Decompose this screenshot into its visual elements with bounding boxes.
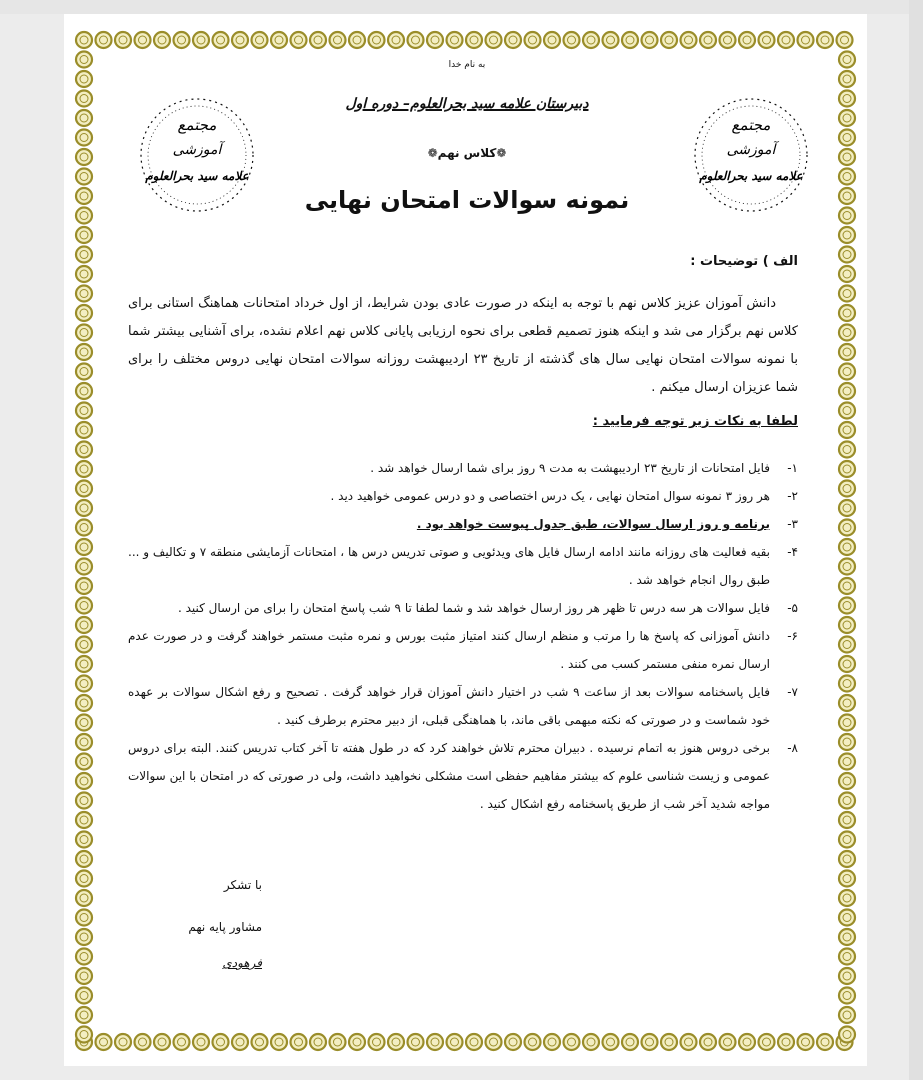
border-ring [839, 130, 855, 146]
border-ring [839, 286, 855, 302]
border-ring [115, 32, 131, 48]
list-item [128, 510, 798, 538]
border-ring [839, 539, 855, 555]
border-ring [839, 559, 855, 575]
border-ring [837, 32, 853, 48]
item-number: ۱- [787, 461, 798, 475]
border-ring [839, 773, 855, 789]
border-ring [174, 32, 190, 48]
border-ring [76, 559, 92, 575]
border-ring [76, 305, 92, 321]
item-text: برخی دروس هنوز به اتمام نرسیده . دبیران محترم تلاش خواهند کرد که در طول هفته تا آخر کتاب تدریس کنند. البته برای دروس عمومی و زیست شناسی علوم که بیشتر مفاهیم حفظی است مشکلی نخواهید داشت، ولی در صورتی که در امتحان با این سوالات مواجه شدید آخر شب از طریق پاسخنامه رفع اشکال کنید . [128, 741, 770, 811]
border-ring [96, 32, 112, 48]
border-ring [486, 32, 502, 48]
item-number: ۴- [787, 545, 798, 559]
border-ring [839, 832, 855, 848]
border-ring [447, 32, 463, 48]
list-item [128, 594, 798, 622]
border-ring [839, 754, 855, 770]
border-ring [76, 851, 92, 867]
border-ring [135, 32, 151, 48]
border-ring [349, 32, 365, 48]
border-ring [310, 32, 326, 48]
border-ring [76, 325, 92, 341]
item-number: ۵- [787, 601, 798, 615]
item-text: هر روز ۳ نمونه سوال امتحان نهایی ، یک درس اختصاصی و دو درس عمومی خواهید دید . [330, 489, 770, 503]
border-ring [839, 578, 855, 594]
border-ring [213, 32, 229, 48]
border-ring [76, 149, 92, 165]
item-text: فایل سوالات هر سه درس تا ظهر هر روز ارسال خواهد شد و شما لطفا تا ۹ شب پاسخ امتحان را برای من ارسال کنید . [177, 601, 770, 615]
border-ring [76, 520, 92, 536]
intro-paragraph: دانش آموزان عزیز کلاس نهم با توجه به اینکه در صورت عادی بودن شرایط، از اول خرداد امتحانات هماهنگ استانی برای کلاس نهم برگزار می شد و اینکه هنوز تصمیم قطعی برای نحوه ارزیابی پایانی کلاس نهم اعلام نشده، برای آشنایی بیشتر شما با نمونه سوالات امتحان نهایی سال های گذشته از تاریخ ۲۳ اردیبهشت روزانه سوالات امتحان نهایی دروس مختلف را برای شما عزیزان ارسال میکنم . [128, 296, 798, 395]
border-ring [76, 949, 92, 965]
seal-line-1: مجتمع [731, 116, 771, 134]
border-ring [76, 910, 92, 926]
border-ring [839, 910, 855, 926]
border-ring [76, 32, 92, 48]
signature-thanks: با تشکر [223, 878, 262, 892]
school-name: دبیرستان علامه سید بحرالعلوم– دوره اول [345, 96, 589, 112]
border-ring [76, 169, 92, 185]
border-ring [76, 130, 92, 146]
border-ring [839, 500, 855, 516]
border-ring [839, 91, 855, 107]
item-number: ۸- [787, 741, 798, 755]
border-ring [525, 32, 541, 48]
border-ring [76, 481, 92, 497]
document-content [122, 54, 812, 1044]
seal-line-3: علامه سید بحرالعلوم [145, 169, 249, 183]
border-ring [76, 188, 92, 204]
border-ring [76, 656, 92, 672]
list-item [128, 734, 798, 818]
border-ring [76, 71, 92, 87]
border-ring [427, 32, 443, 48]
border-ring [839, 676, 855, 692]
border-ring [154, 32, 170, 48]
border-ring [76, 442, 92, 458]
border-ring [76, 695, 92, 711]
border-ring [76, 422, 92, 438]
border-ring [839, 188, 855, 204]
border-ring [839, 227, 855, 243]
border-ring [839, 851, 855, 867]
list-item [128, 622, 798, 678]
border-ring [839, 968, 855, 984]
document-page [64, 14, 867, 1066]
border-ring [739, 32, 755, 48]
border-ring [76, 266, 92, 282]
basmala: به نام خدا [448, 60, 486, 70]
border-ring [839, 110, 855, 126]
border-ring [76, 988, 92, 1004]
border-ring [76, 890, 92, 906]
notes-heading: لطفا به نکات زیر توجه فرمایید : [592, 414, 798, 429]
border-ring [839, 949, 855, 965]
list-item [128, 538, 798, 594]
border-ring [271, 32, 287, 48]
border-ring [466, 32, 482, 48]
border-ring [839, 383, 855, 399]
border-ring [642, 32, 658, 48]
border-ring [76, 1007, 92, 1023]
border-ring [76, 832, 92, 848]
border-ring [839, 481, 855, 497]
border-ring [839, 890, 855, 906]
border-ring [839, 208, 855, 224]
border-ring [388, 32, 404, 48]
border-ring [564, 32, 580, 48]
border-ring [778, 32, 794, 48]
border-ring [817, 32, 833, 48]
border-ring [839, 1027, 855, 1043]
border-ring [408, 32, 424, 48]
item-text: فایل امتحانات از تاریخ ۲۳ اردیبهشت به مدت ۹ روز برای شما ارسال خواهد شد . [370, 461, 770, 475]
border-ring [839, 637, 855, 653]
border-ring [193, 32, 209, 48]
border-ring [839, 656, 855, 672]
border-ring [76, 676, 92, 692]
border-ring [839, 695, 855, 711]
border-ring [76, 91, 92, 107]
border-ring [291, 32, 307, 48]
border-ring [700, 32, 716, 48]
signature-role: مشاور پایه نهم [188, 920, 262, 934]
border-ring [839, 461, 855, 477]
border-ring [583, 32, 599, 48]
class-label: ❁کلاس نهم❁ [427, 146, 507, 160]
border-ring [681, 32, 697, 48]
border-ring [76, 812, 92, 828]
border-ring [76, 403, 92, 419]
border-ring [839, 734, 855, 750]
border-ring [76, 364, 92, 380]
border-ring [839, 247, 855, 263]
notes-list [128, 454, 798, 818]
page-title: نمونه سوالات امتحان نهایی [304, 186, 630, 214]
border-ring [76, 247, 92, 263]
border-ring [76, 929, 92, 945]
border-ring [839, 52, 855, 68]
border-ring [76, 968, 92, 984]
viewer-scrollbar[interactable] [909, 0, 923, 1080]
border-ring [76, 734, 92, 750]
border-ring [252, 32, 268, 48]
border-ring [76, 500, 92, 516]
border-ring [76, 208, 92, 224]
item-number: ۷- [787, 685, 798, 699]
border-ring [603, 32, 619, 48]
border-ring [839, 929, 855, 945]
border-ring [839, 1007, 855, 1023]
list-item [128, 482, 798, 510]
list-item [128, 454, 798, 482]
border-ring [661, 32, 677, 48]
border-ring [76, 793, 92, 809]
item-text: برنامه و روز ارسال سوالات، طبق جدول پیوست خواهد بود . [416, 517, 770, 531]
border-ring [839, 598, 855, 614]
border-ring [839, 793, 855, 809]
border-ring [839, 520, 855, 536]
border-ring [839, 442, 855, 458]
border-ring [720, 32, 736, 48]
border-ring [330, 32, 346, 48]
border-ring [544, 32, 560, 48]
border-ring [839, 149, 855, 165]
border-ring [76, 754, 92, 770]
border-ring [76, 715, 92, 731]
border-ring [839, 617, 855, 633]
item-text: دانش آموزانی که پاسخ ها را مرتب و منظم ارسال کنند امتیاز مثبت بورس و نمره مثبت مستمر خواهند گرفت و در صورت عدم ارسال نمره منفی مستمر کسب می کنند . [128, 629, 770, 671]
border-ring [839, 422, 855, 438]
border-ring [76, 52, 92, 68]
border-ring [76, 286, 92, 302]
description-heading: الف ) توضیحات : [690, 254, 798, 269]
border-ring [839, 305, 855, 321]
item-number: ۶- [787, 629, 798, 643]
signature-name: فرهودی [222, 956, 262, 970]
border-ring [76, 383, 92, 399]
seal-line-2: آموزشی [726, 142, 776, 158]
border-ring [76, 598, 92, 614]
list-item [128, 678, 798, 734]
item-number: ۳- [787, 517, 798, 531]
school-seal-right [692, 96, 810, 214]
border-ring [839, 364, 855, 380]
border-ring [96, 1034, 112, 1050]
border-ring [839, 169, 855, 185]
border-ring [76, 773, 92, 789]
border-ring [76, 1027, 92, 1043]
item-text: بقیه فعالیت های روزانه مانند ادامه ارسال فایل های ویدئویی و صوتی تدریس درس ها ، امتحانات آزمایشی منطقه ۷ و تکالیف و ... طبق روال انجام خواهد شد . [128, 545, 770, 587]
seal-line-2: آموزشی [172, 142, 222, 158]
border-ring [76, 617, 92, 633]
border-ring [76, 344, 92, 360]
viewer-top-bar [0, 0, 923, 14]
border-ring [839, 812, 855, 828]
border-ring [839, 71, 855, 87]
border-ring [76, 637, 92, 653]
border-ring [76, 578, 92, 594]
item-number: ۲- [787, 489, 798, 503]
border-ring [798, 32, 814, 48]
border-ring [76, 539, 92, 555]
border-ring [839, 403, 855, 419]
border-ring [839, 344, 855, 360]
seal-line-1: مجتمع [177, 116, 217, 134]
border-ring [817, 1034, 833, 1050]
border-ring [839, 871, 855, 887]
border-ring [839, 715, 855, 731]
border-ring [505, 32, 521, 48]
item-text: فایل پاسخنامه سوالات بعد از ساعت ۹ شب در اختیار دانش آموزان قرار خواهد گرفت . تصحیح و رفع اشکال سوالات بر عهده خود شماست و در صورتی که نکته مبهمی باقی ماند، با هماهنگی قبلی، از دبیر محترم برطرف کنید . [128, 685, 770, 727]
border-ring [759, 32, 775, 48]
border-ring [76, 461, 92, 477]
border-ring [76, 871, 92, 887]
border-ring [76, 227, 92, 243]
border-ring [369, 32, 385, 48]
seal-line-3: علامه سید بحرالعلوم [699, 169, 803, 183]
border-ring [839, 325, 855, 341]
border-ring [232, 32, 248, 48]
border-ring [839, 988, 855, 1004]
school-seal-left [138, 96, 256, 214]
border-ring [839, 266, 855, 282]
border-ring [622, 32, 638, 48]
border-ring [76, 110, 92, 126]
